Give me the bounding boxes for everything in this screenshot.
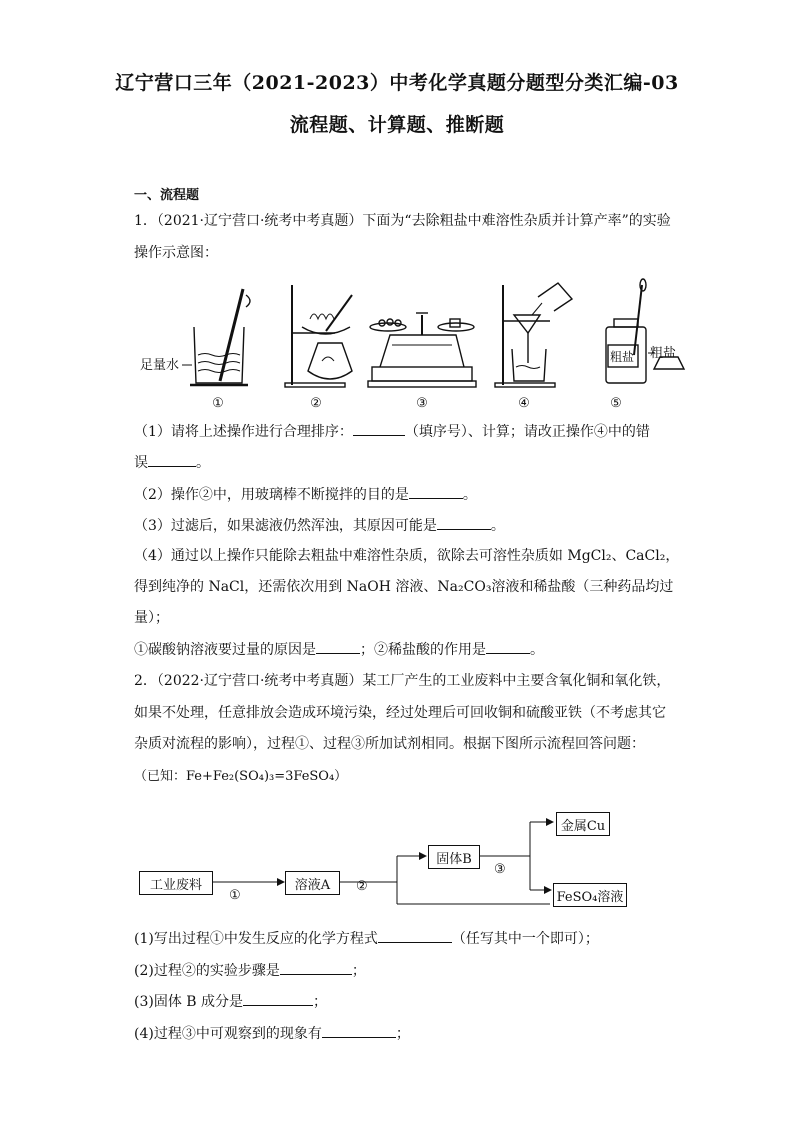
q2-answer2-text-a: (2)过程②的实验步骤是 [134, 963, 280, 979]
flow-step-3: ③ [494, 862, 506, 877]
q1-part5-text-a: ①碳酸钠溶液要过量的原因是 [134, 642, 316, 658]
q1-stem-line2: 操作示意图： [134, 245, 218, 261]
label-step-3: ③ [416, 396, 428, 411]
label-crude-bottle: 粗盐 [610, 350, 635, 364]
label-crude-side: 粗盐 [650, 346, 677, 361]
q2-stem-line3: 杂质对流程的影响），过程①、过程③所加试剂相同。根据下图所示流程回答问题： [134, 736, 645, 752]
q2-answer4-text-b: ； [395, 1026, 410, 1042]
label-step-5: ⑤ [610, 396, 622, 411]
q2-answer1 [134, 928, 674, 949]
label-water: 足量水 [140, 358, 180, 373]
q2-stem-line1: 2．（2022·辽宁营口·统考中考真题）某工厂产生的工业废料中主要含氧化铜和氧化铁， [134, 673, 671, 689]
answer-blank[interactable] [378, 928, 452, 943]
q2-answer4 [134, 1023, 674, 1044]
q1-part3-text-b: 。 [490, 518, 505, 534]
label-step-4: ④ [518, 396, 530, 411]
q1-part2-text-a: （2）操作②中，用玻璃棒不断搅拌的目的是 [134, 487, 409, 503]
answer-blank[interactable] [322, 1023, 396, 1038]
q2-answer1-text-b: （任写其中一个即可）； [451, 931, 599, 947]
q2-stem-line2: 如果不处理，任意排放会造成环境污染，经过处理后可回收铜和硫酸亚铁（不考虑其它 [134, 705, 666, 721]
q1-part1-text-a: （1）请将上述操作进行合理排序： [134, 424, 353, 440]
q1-part5-text-c: 。 [530, 642, 544, 658]
q1-part4-line1: （4）通过以上操作只能除去粗盐中难溶性杂质，欲除去可溶性杂质如 MgCl₂、CaCl₂， [134, 548, 680, 564]
q2-known-equation: （已知：Fe+Fe₂(SO₄)₃=3FeSO₄） [134, 769, 348, 784]
q1-part5-text-b: ；②稀盐酸的作用是 [360, 642, 486, 658]
flow-step-2: ② [356, 879, 368, 894]
flow-node-waste: 工业废料 [139, 871, 213, 895]
q2-answer2 [134, 960, 674, 981]
label-step-1: ① [212, 396, 224, 411]
q2-answer3 [134, 991, 674, 1012]
q1-part1-text-d: 。 [196, 455, 210, 471]
flow-node-copper: 金属Cu [556, 812, 610, 836]
answer-blank[interactable] [243, 991, 313, 1006]
answer-blank[interactable] [280, 960, 352, 975]
section-heading: 一、流程题 [134, 188, 200, 203]
q2-answer2-text-b: ； [351, 963, 366, 979]
flow-node-solution-a: 溶液A [285, 871, 340, 895]
q1-part1-text-b: （填序号）、计算；请改正操作④中的错 [404, 424, 650, 440]
q2-answer4-text-a: (4)过程③中可观察到的现象有 [134, 1026, 322, 1042]
q2-answer3-text-a: (3)固体 B 成分是 [134, 994, 244, 1010]
q1-part4-line2: 得到纯净的 NaCl，还需依次用到 NaOH 溶液、Na₂CO₃溶液和稀盐酸（三种药品均过 [134, 579, 674, 595]
document-title-line1: 辽宁营口三年（2021-2023）中考化学真题分题型分类汇编-03 [115, 72, 679, 94]
q1-part1-text-c: 误 [134, 455, 148, 471]
label-step-2: ② [310, 396, 322, 411]
q1-stem-line1: 1．（2021·辽宁营口·统考中考真题）下面为“去除粗盐中难溶性杂质并计算产率”的实验 [134, 213, 671, 229]
flow-node-solid-b: 固体B [428, 845, 480, 869]
flow-node-feso4: FeSO₄溶液 [553, 883, 627, 907]
q2-answer1-text-a: (1)写出过程①中发生反应的化学方程式 [134, 931, 378, 947]
q1-part2-text-b: 。 [462, 487, 477, 503]
document-title-line2: 流程题、计算题、推断题 [289, 114, 505, 136]
q1-part3-text-a: （3）过滤后，如果滤液仍然浑浊，其原因可能是 [134, 518, 437, 534]
flow-step-1: ① [229, 888, 241, 903]
q2-answer3-text-b: ； [313, 994, 328, 1010]
q1-part4-line3: 量）； [134, 610, 169, 626]
